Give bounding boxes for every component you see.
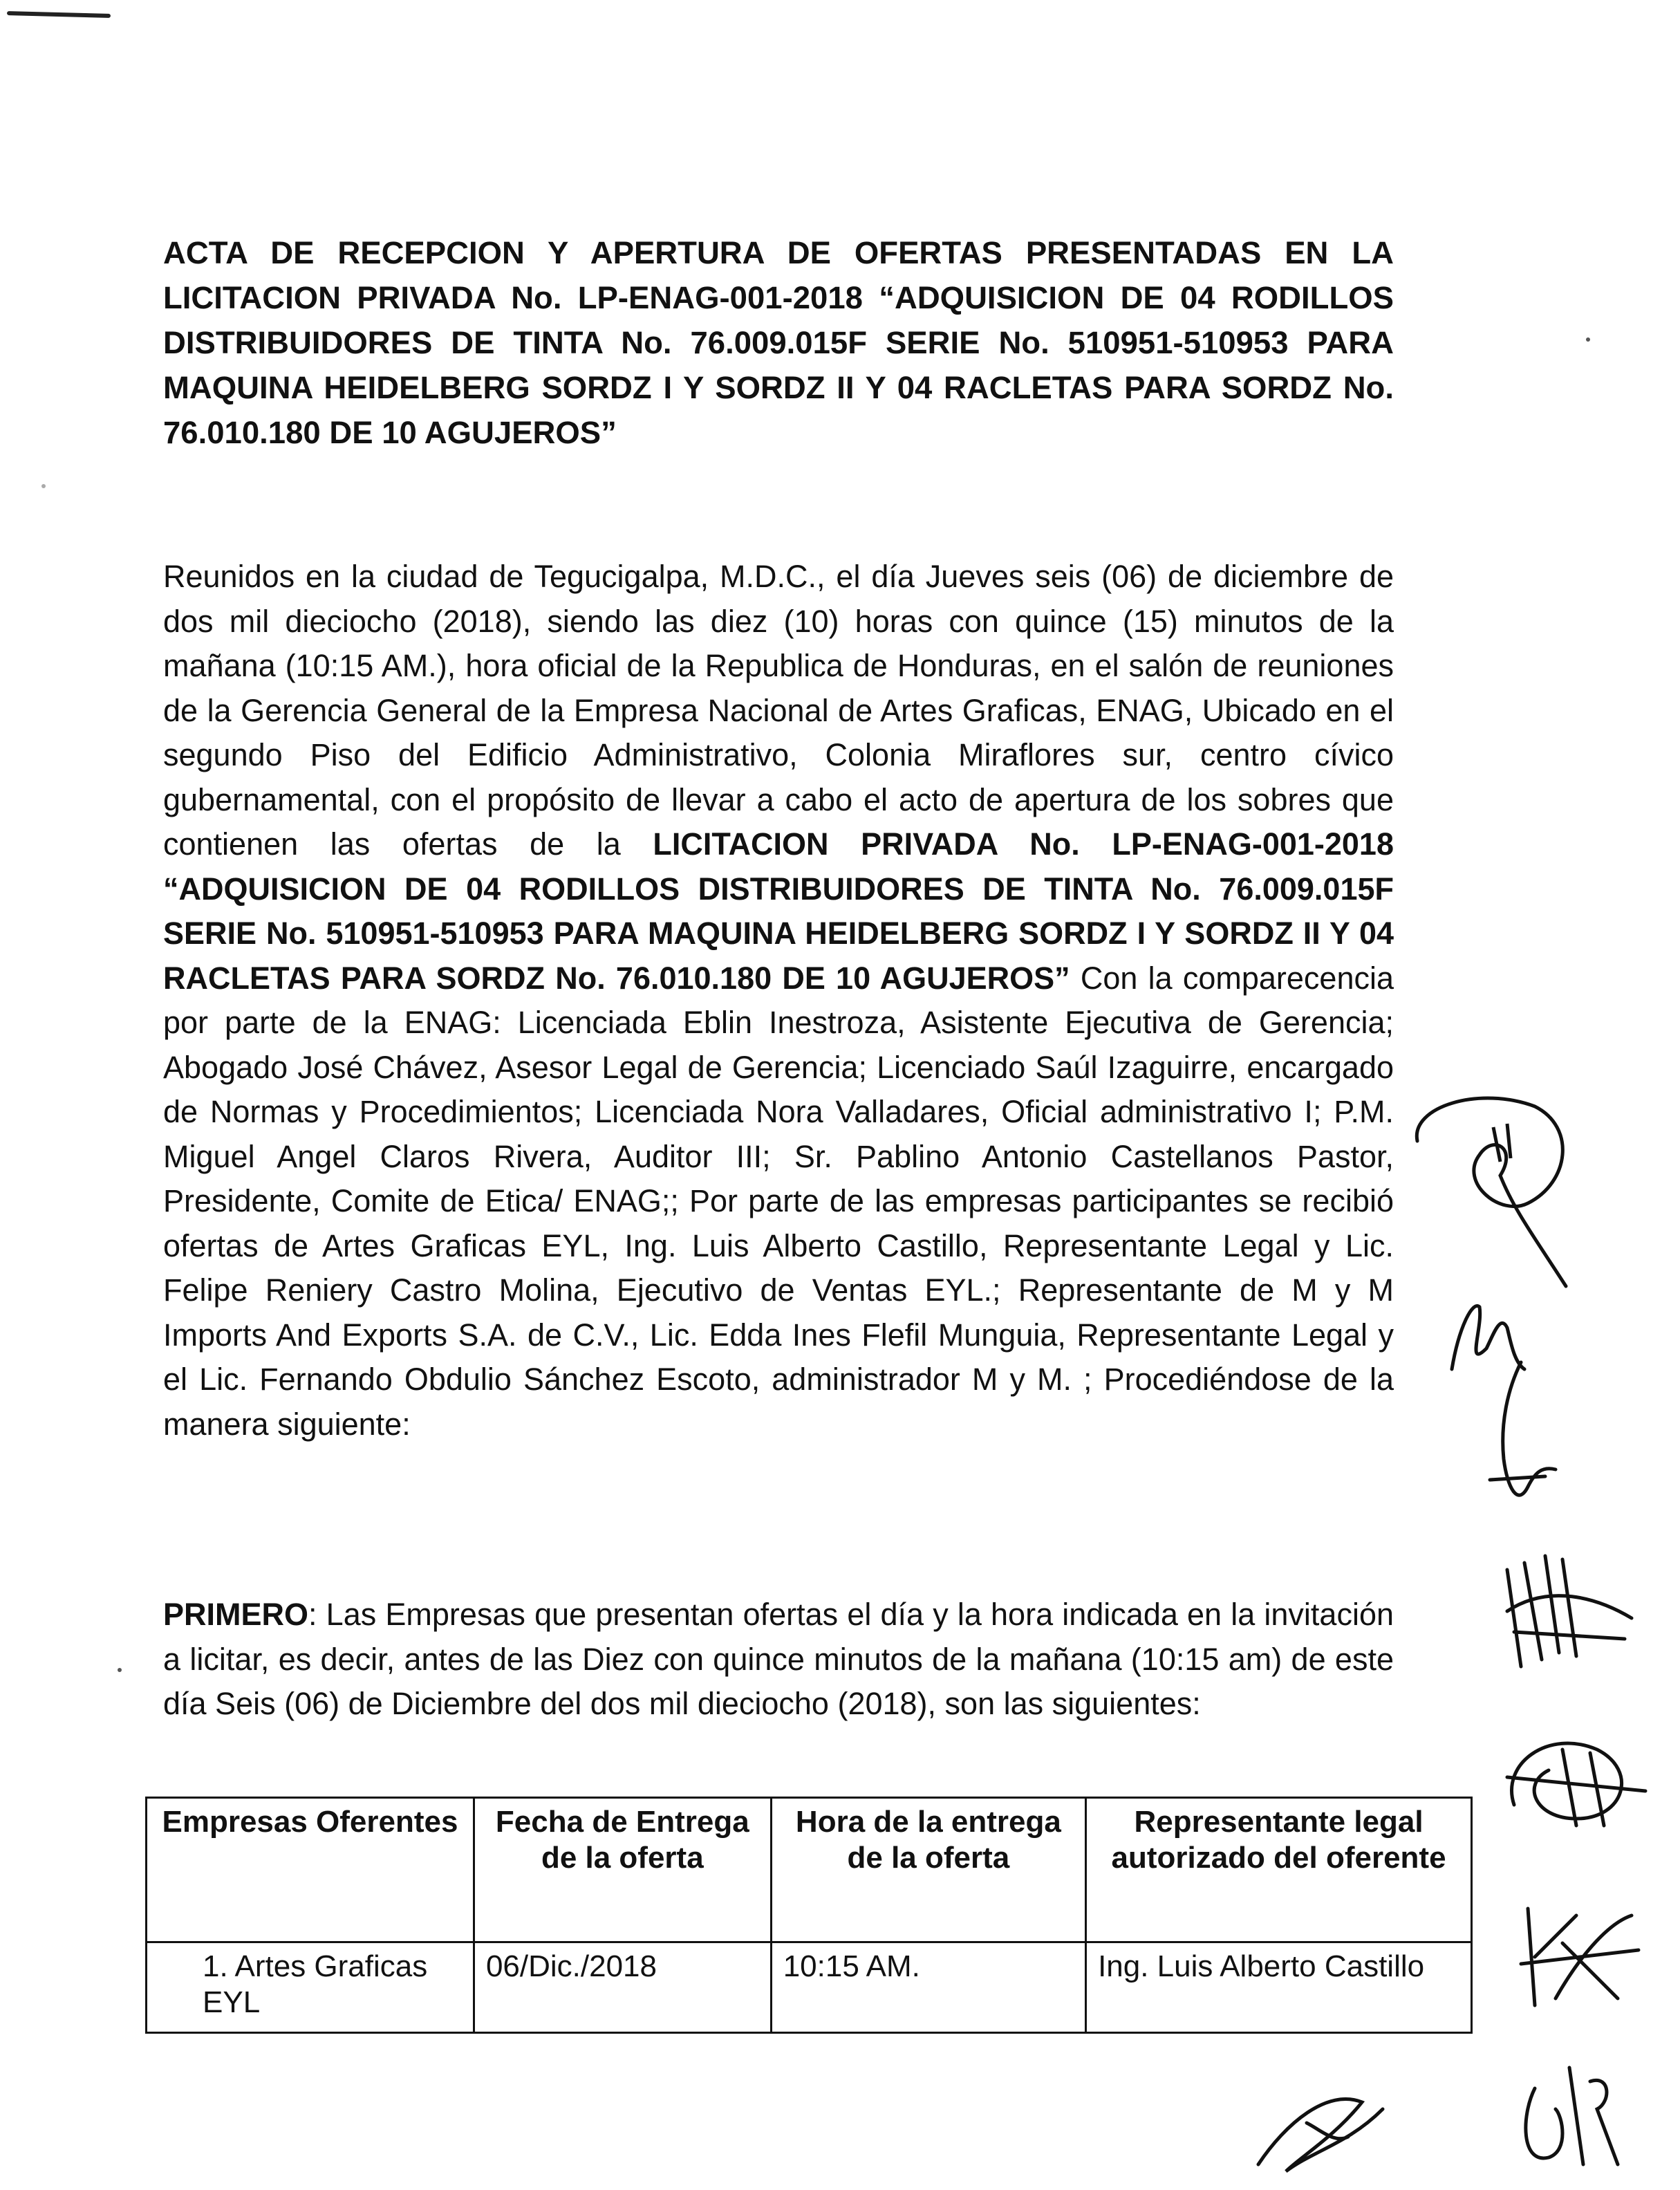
- opening-paragraph: [163, 555, 1394, 1447]
- cell-company: 1. Artes Graficas EYL: [147, 1942, 474, 2033]
- cell-date: 06/Dic./2018: [474, 1942, 771, 2033]
- header-hora: Hora de la entrega de la oferta: [771, 1798, 1085, 1942]
- signature-3: [1480, 1348, 1562, 1521]
- scan-speck: [118, 1668, 122, 1672]
- primero-paragraph: [163, 1593, 1394, 1727]
- scan-speck: [1586, 337, 1590, 342]
- opening-paragraph-continuation: Con la comparecencia por parte de la ENAG: Licenciada Eblin Inestroza, Asistente Ejecutiva de Gerencia; Abogado José Chávez, Asesor Legal de Gerencia; Licenciado Saúl Izaguirre, encargado de Normas y Procedimientos; Licenciada Nora Valladares, Oficial administrativo I; P.M. Miguel Angel Claros Rivera, Auditor III; Sr. Pablino Antonio Castellanos Pastor, Presidente, Comite de Etica/ ENAG;; Por parte de las empresas participantes se recibió ofertas de Artes Graficas EYL, Ing. Luis Alberto Castillo, Representante Legal y Lic. Felipe Reniery Castro Molina, Ejecutivo de Ventas EYL.; Representante de M y M Imports And Exports S.A. de C.V., Lic. Edda Ines Flefil Munguia, Representante Legal y el Lic. Fernando Obdulio Sánchez Escoto, administrador M y M. ; Procediéndose de la manera siguiente:: [163, 960, 1394, 1442]
- opening-paragraph-text: Reunidos en la ciudad de Tegucigalpa, M.D.C., el día Jueves seis (06) de diciembre de dos mil dieciocho (2018), siendo las diez (10) horas con quince (15) minutos de la mañana (10:15 AM.), hora oficial de la Republica de Honduras, en el salón de reuniones de la Gerencia General de la Empresa Nacional de Artes Graficas, ENAG, Ubicado en el segundo Piso del Edificio Administrativo, Colonia Miraflores sur, centro cívico gubernamental, con el propósito de llevar a cabo el acto de apertura de los sobres que contienen las ofertas de la: [163, 559, 1394, 862]
- signature-8: [1244, 2068, 1403, 2185]
- scan-mark: [7, 11, 111, 18]
- header-representante: Representante legal autorizado del oferente: [1086, 1798, 1472, 1942]
- cell-time: 10:15 AM.: [771, 1942, 1085, 2033]
- offers-table: [145, 1797, 1473, 2034]
- scan-speck: [41, 484, 46, 488]
- primero-label: PRIMERO: [163, 1597, 309, 1632]
- cell-representative: Ing. Luis Alberto Castillo: [1086, 1942, 1472, 2033]
- signature-7: [1507, 2047, 1625, 2185]
- primero-text: : Las Empresas que presentan ofertas el día y la hora indicada en la invitación a licitar, es decir, antes de las Diez con quince minutos de la mañana (10:15 am) de este día Seis (06) de Diciembre del dos mil dieciocho (2018), son las siguientes:: [163, 1597, 1394, 1721]
- table-row: [147, 1942, 1472, 2033]
- opening-paragraph-bold: LICITACION PRIVADA No. LP-ENAG-001-2018 “ADQUISICION DE 04 RODILLOS DISTRIBUIDORES DE TINTA No. 76.009.015F SERIE No. 510951-510953 PARA MAQUINA HEIDELBERG SORDZ I Y SORDZ II Y 04 RACLETAS PARA SORDZ No. 76.010.180 DE 10 AGUJEROS”: [163, 826, 1394, 996]
- signature-1: [1397, 1079, 1583, 1300]
- document-title: ACTA DE RECEPCION Y APERTURA DE OFERTAS PRESENTADAS EN LA LICITACION PRIVADA No. LP-ENAG-001-2018 “ADQUISICION DE 04 RODILLOS DISTRIBUIDORES DE TINTA No. 76.009.015F SERIE No. 510951-510953 PARA MAQUINA HEIDELBERG SORDZ I Y SORDZ II Y 04 RACLETAS PARA SORDZ No. 76.010.180 DE 10 AGUJEROS”: [163, 235, 1394, 450]
- signature-5: [1493, 1722, 1652, 1839]
- header-fecha: Fecha de Entrega de la oferta: [474, 1798, 771, 1942]
- signature-6: [1500, 1895, 1645, 2012]
- signature-4: [1493, 1542, 1645, 1680]
- header-empresas: Empresas Oferentes: [147, 1798, 474, 1942]
- offers-table-header: [147, 1798, 1472, 1942]
